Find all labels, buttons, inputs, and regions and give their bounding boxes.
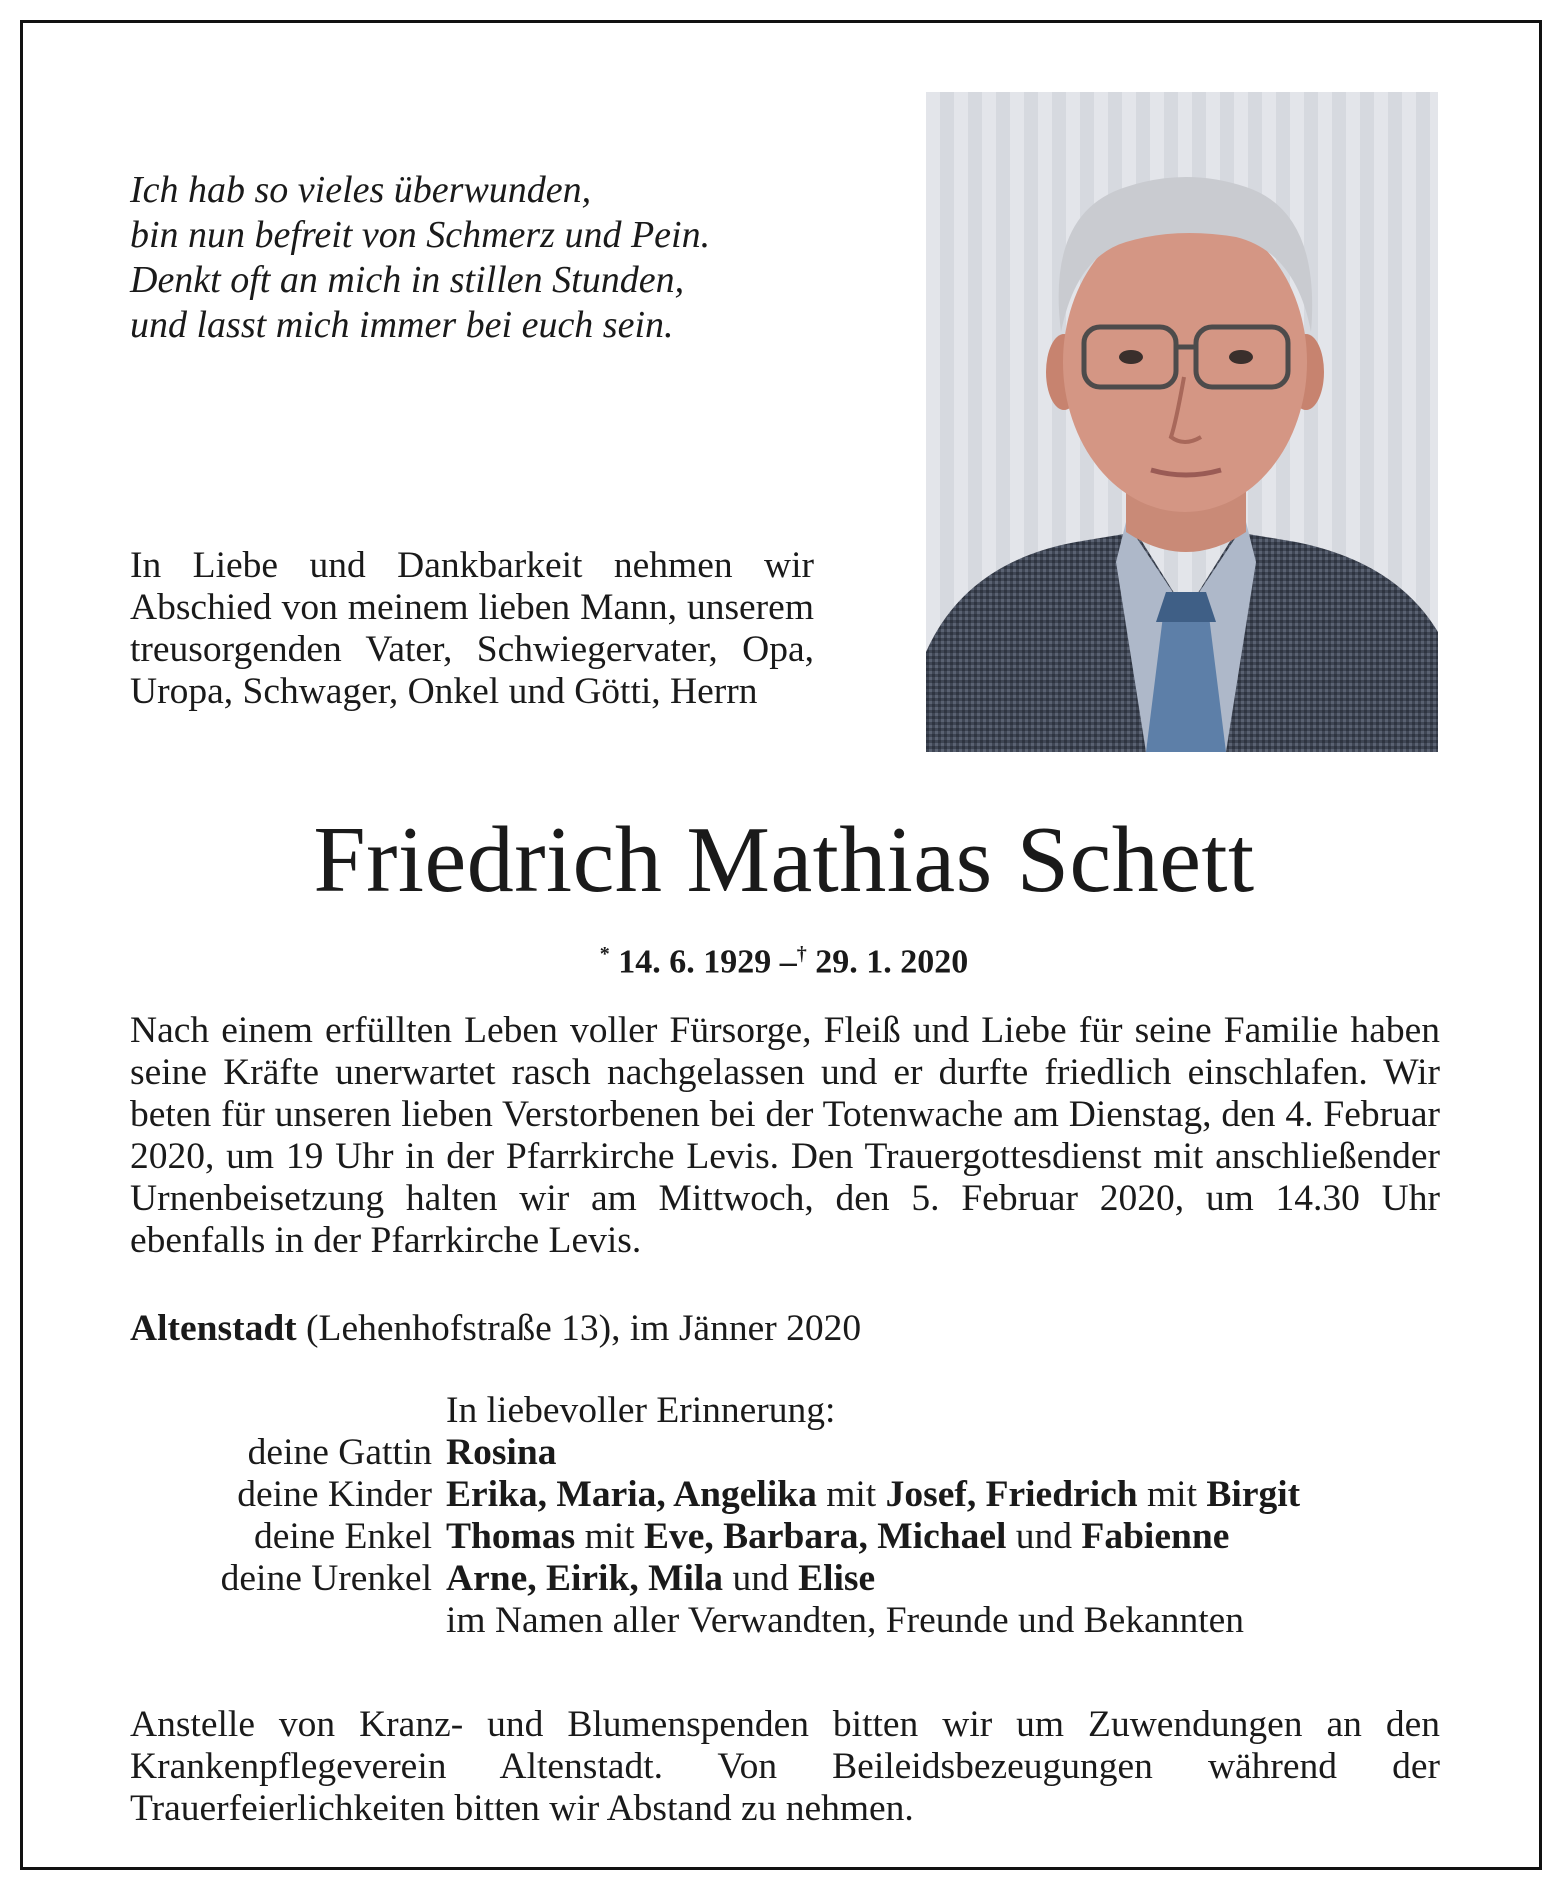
address-and-date: (Lehenhofstraße 13), im Jänner 2020 — [296, 1308, 862, 1349]
relative-name: Arne, Eirik, Mila — [446, 1558, 724, 1599]
relation-label: deine Urenkel — [220, 1558, 432, 1599]
relative-name: Birgit — [1206, 1474, 1301, 1515]
memorial-heading: In liebevoller Erinnerung: — [446, 1390, 836, 1431]
poem-line: Ich hab so vieles überwunden, — [130, 169, 592, 211]
relative-name: Rosina — [446, 1432, 557, 1473]
relatives-names — [446, 1558, 1460, 1600]
deceased-name: Friedrich Mathias Schett — [313, 808, 1255, 912]
death-date: 29. 1. 2020 — [815, 943, 969, 981]
birth-symbol: * — [599, 943, 610, 965]
poem-line: Denkt oft an mich in stillen Stunden, — [130, 259, 685, 301]
closing-text: Anstelle von Kranz- und Blumenspenden bitten wir um Zuwendungen an den Krankenpflegeverein Altenstadt. Von Beileidsbezeugungen während der Trauerfeierlichkeiten bitten wir Abstand zu nehmen. — [130, 1704, 1440, 1829]
connector-text: und — [723, 1558, 799, 1599]
relation-label: deine Enkel — [253, 1516, 432, 1557]
poem-line: bin nun befreit von Schmerz und Pein. — [130, 214, 711, 256]
poem — [130, 168, 780, 348]
place-name: Altenstadt — [130, 1308, 297, 1349]
birth-date: 14. 6. 1929 — [618, 943, 772, 981]
relatives-names — [446, 1474, 1460, 1516]
relative-name: Josef, Friedrich — [885, 1474, 1138, 1515]
poem-line: und lasst mich immer bei euch sein. — [130, 304, 674, 346]
place-and-date — [130, 1308, 861, 1350]
date-separator: – — [779, 943, 797, 981]
intro-text: In Liebe und Dankbarkeit nehmen wir Abschied von meinem lieben Mann, unserem treusorgenden Vater, Schwiegervater, Opa, Uropa, Schwager, Onkel und Götti, Herrn — [130, 545, 814, 712]
life-dates — [40, 932, 1528, 984]
body-text: Nach einem erfüllten Leben voller Fürsorge, Fleiß und Liebe für seine Familie haben seine Kräfte unerwartet rasch nachgelassen und er durfte friedlich einschlafen. Wir beten für unseren lieben Verstorbenen bei der Totenwache am Dienstag, den 4. Februar 2020, um 19 Uhr in der Pfarrkirche Levis. Den Trauergottesdienst mit anschließender Urnenbeisetzung halten wir am Mittwoch, den 5. Februar 2020, um 14.30 Uhr ebenfalls in der Pfarrkirche Levis. — [130, 1010, 1440, 1261]
memorial-row — [130, 1474, 1460, 1516]
portrait-illustration — [926, 92, 1438, 752]
connector-text: mit — [575, 1516, 644, 1557]
relative-name: Erika, Maria, Angelika — [446, 1474, 817, 1515]
relation-label: deine Kinder — [237, 1474, 432, 1515]
memorial-row — [130, 1432, 1460, 1474]
connector-text: mit — [816, 1474, 886, 1515]
portrait-photo — [926, 92, 1438, 752]
memorial-list — [130, 1390, 1460, 1642]
memorial-row — [130, 1558, 1460, 1600]
relative-name: Thomas — [446, 1516, 576, 1557]
memorial-row — [130, 1516, 1460, 1558]
memorial-footer: im Namen aller Verwandten, Freunde und Bekannten — [446, 1600, 1245, 1641]
relative-name: Eve, Barbara, Michael — [643, 1516, 1007, 1557]
death-symbol: † — [796, 943, 807, 965]
relatives-names — [446, 1516, 1460, 1558]
relatives-names — [446, 1432, 1460, 1474]
relative-name: Fabienne — [1081, 1516, 1230, 1557]
relation-label: deine Gattin — [247, 1432, 432, 1473]
connector-text: und — [1006, 1516, 1082, 1557]
relative-name: Elise — [798, 1558, 876, 1599]
connector-text: mit — [1137, 1474, 1207, 1515]
